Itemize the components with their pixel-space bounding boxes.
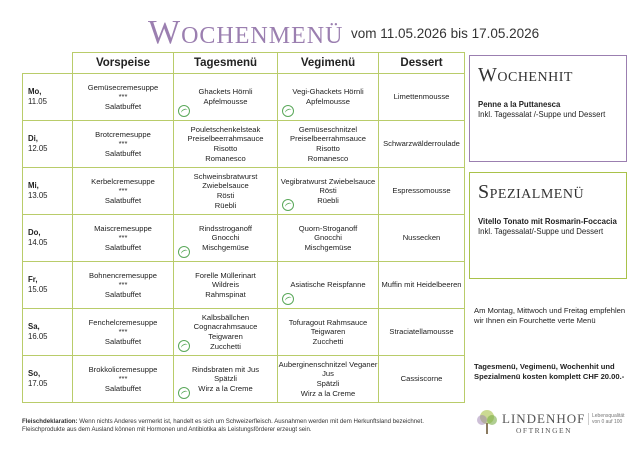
- menu-line: Gnocchi: [211, 233, 240, 243]
- leaf-badge-icon: [282, 105, 294, 117]
- menu-line: Forelle Müllerinart: [195, 270, 256, 280]
- menu-cell-tagesmenu: [174, 121, 278, 168]
- day-row: [23, 121, 465, 168]
- day-date: 11.05: [28, 97, 47, 106]
- menu-cell-dessert: [379, 309, 465, 356]
- menu-line: Salatbuffet: [104, 336, 142, 346]
- menu-line: Pouletschenkelsteak: [190, 124, 261, 134]
- menu-line: ***: [118, 280, 128, 290]
- menu-line: Rindsbraten mit Jus: [191, 364, 260, 374]
- page-title: Wochenmenü: [148, 14, 344, 51]
- menu-cell-tagesmenu: [174, 262, 278, 309]
- menu-line: Rösti: [319, 186, 337, 196]
- menu-line: Ghackets Hörnli: [198, 87, 253, 97]
- menu-line: Schwarzwälderroulade: [383, 139, 460, 149]
- leaf-badge-icon: [178, 246, 190, 258]
- day-name: Sa,: [28, 322, 40, 331]
- menu-line: Preiselbeerrahmsauce: [290, 134, 366, 144]
- menu-line: Gemüsecremesuppe: [87, 82, 159, 92]
- menu-line: ***: [118, 327, 128, 337]
- menu-line: Mischgemüse: [202, 242, 249, 252]
- logo-tagline: Lebensqualität von 0 auf 100: [588, 413, 632, 425]
- menu-line: ***: [118, 233, 128, 243]
- menu-line: Jus: [322, 369, 334, 379]
- menu-cell-tagesmenu: [174, 356, 278, 403]
- wochenhit-dish: Penne a la Puttanesca: [478, 100, 561, 109]
- menu-line: Apfelmousse: [203, 97, 248, 106]
- spezialmenu-title: Spezialmenü: [478, 181, 585, 203]
- meat-declaration-label: Fleischdeklaration:: [22, 418, 78, 425]
- menu-line: Preiselbeerrahmsauce: [187, 134, 264, 144]
- day-row: [23, 356, 465, 403]
- menu-line: Espressomousse: [392, 186, 451, 196]
- menu-line: Asiatische Reispfanne: [290, 280, 366, 290]
- menu-line: Zwiebelsauce: [202, 181, 249, 191]
- menu-cell-vorspeise: [73, 74, 174, 121]
- column-header-vorspeise: Vorspeise: [73, 53, 174, 74]
- menu-line: Tofuragout Rahmsauce: [288, 317, 368, 327]
- menu-line: Rösti: [216, 191, 235, 200]
- menu-table: [22, 52, 465, 403]
- column-header-dessert: Dessert: [379, 53, 465, 74]
- menu-line: Fenchelcremesuppe: [88, 317, 158, 327]
- menu-cell-vegimenu: [278, 168, 379, 215]
- day-date: 16.05: [28, 332, 48, 341]
- menu-cell-vegimenu: [278, 356, 379, 403]
- menu-cell-dessert: [379, 262, 465, 309]
- logo-name: LINDENHOF: [502, 411, 586, 426]
- menu-cell-vegimenu: [278, 262, 379, 309]
- menu-line: ***: [118, 92, 128, 102]
- meat-declaration: [22, 418, 462, 434]
- menu-cell-vegimenu: [278, 309, 379, 356]
- day-row: [23, 262, 465, 309]
- menu-line: Teigwaren: [208, 332, 243, 341]
- day-date: 13.05: [28, 191, 48, 200]
- menu-line: Limettenmousse: [393, 92, 450, 102]
- menu-cell-vorspeise: [73, 309, 174, 356]
- column-header-vegimenu: Vegimenü: [278, 53, 379, 74]
- menu-line: Brokkolicremesuppe: [88, 364, 158, 374]
- day-date: 12.05: [28, 144, 48, 153]
- day-date: 15.05: [28, 285, 48, 294]
- menu-line: Gemüseschnitzel: [298, 124, 358, 134]
- menu-cell-dessert: [379, 121, 465, 168]
- tree-icon: [476, 409, 498, 435]
- menu-line: Wirz a la Creme: [198, 383, 253, 393]
- lindenhof-logo: [476, 409, 626, 439]
- fourchette-note: Am Montag, Mittwoch und Freitag empfehlen wir Ihnen ein Fourchette verte Menü: [474, 306, 626, 325]
- leaf-badge-icon: [178, 340, 190, 352]
- menu-line: Salatbuffet: [104, 383, 142, 393]
- wochenhit-note: Inkl. Tagessalat /-Suppe und Dessert: [478, 110, 606, 119]
- menu-line: Maiscremesuppe: [94, 223, 152, 233]
- menu-cell-tagesmenu: [174, 74, 278, 121]
- menu-cell-dessert: [379, 74, 465, 121]
- menu-line: Rüebli: [214, 200, 237, 210]
- menu-line: Nussecken: [402, 233, 441, 243]
- day-row: [23, 309, 465, 356]
- leaf-badge-icon: [282, 199, 294, 211]
- date-range: vom 11.05.2026 bis 17.05.2026: [351, 26, 540, 41]
- day-label: [23, 215, 73, 262]
- menu-line: Risotto: [316, 144, 340, 153]
- menu-cell-tagesmenu: [174, 309, 278, 356]
- menu-line: Zucchetti: [312, 336, 344, 346]
- day-name: Di,: [28, 134, 38, 143]
- menu-line: Romanesco: [205, 153, 246, 163]
- meat-declaration-text: Wenn nichts Anderes vermerkt ist, handelt es sich um Schweizerfleisch. Ausnahmen werden mit dem Herkunftsland bezeichnet. Fleischprodukte aus dem Ausland können mit Hormonen und Antibiotika als Leistungsförderer erzeugt sein.: [22, 418, 424, 433]
- wochenhit-title: Wochenhit: [478, 64, 573, 86]
- menu-line: Gnocchi: [314, 233, 342, 243]
- menu-line: Spätzli: [316, 379, 340, 388]
- menu-cell-vegimenu: [278, 215, 379, 262]
- menu-line: Teigwaren: [310, 327, 346, 337]
- leaf-badge-icon: [178, 105, 190, 117]
- menu-line: Mischgemüse: [304, 242, 352, 252]
- menu-line: Bohnencremesuppe: [89, 270, 157, 280]
- menu-cell-tagesmenu: [174, 168, 278, 215]
- day-label: [23, 262, 73, 309]
- day-label: [23, 121, 73, 168]
- day-label: [23, 168, 73, 215]
- menu-line: Vegibratwurst Zwiebelsauce: [280, 176, 376, 186]
- menu-line: Kerbelcremesuppe: [91, 176, 155, 186]
- menu-line: Muffin mit Heidelbeeren: [381, 280, 462, 290]
- menu-line: Salatbuffet: [104, 101, 142, 111]
- menu-line: Zucchetti: [210, 341, 241, 351]
- day-name: Mo,: [28, 87, 42, 96]
- menu-line: Wirz a la Creme: [300, 388, 356, 398]
- menu-line: Brotcremesuppe: [95, 129, 151, 139]
- menu-line: Cassiscorne: [400, 374, 443, 384]
- menu-cell-dessert: [379, 356, 465, 403]
- menu-line: Cognacrahmsauce: [193, 322, 258, 332]
- spezialmenu-box: [469, 172, 627, 279]
- spezialmenu-note: Inkl. Tagessalat/-Suppe und Dessert: [478, 227, 604, 236]
- day-label: [23, 74, 73, 121]
- price-note: Tagesmenü, Vegimenü, Wochenhit und Spezialmenü kosten komplett CHF 20.00.-: [474, 362, 625, 381]
- menu-line: Salatbuffet: [104, 289, 142, 299]
- day-name: Mi,: [28, 181, 39, 190]
- corner-cell: [23, 53, 73, 74]
- day-name: Fr,: [28, 275, 38, 284]
- menu-line: ***: [118, 374, 128, 384]
- menu-line: Rahmspinat: [205, 289, 246, 299]
- leaf-badge-icon: [178, 387, 190, 399]
- menu-line: Straciatellamousse: [389, 327, 454, 337]
- menu-cell-vorspeise: [73, 215, 174, 262]
- day-name: Do,: [28, 228, 41, 237]
- menu-line: Auberginenschnitzel Veganer: [278, 359, 378, 369]
- leaf-badge-icon: [282, 293, 294, 305]
- menu-line: Wildreis: [211, 280, 239, 290]
- menu-cell-vorspeise: [73, 121, 174, 168]
- menu-line: Risotto: [213, 144, 238, 153]
- menu-line: ***: [118, 186, 128, 196]
- menu-line: Romanesco: [307, 153, 349, 163]
- menu-line: Rüebli: [317, 195, 339, 205]
- day-row: [23, 74, 465, 121]
- column-header-tagesmenu: Tagesmenü: [174, 53, 278, 74]
- menu-cell-dessert: [379, 215, 465, 262]
- menu-cell-vorspeise: [73, 168, 174, 215]
- menu-line: Vegi-Ghackets Hörnli: [292, 87, 364, 97]
- menu-line: Salatbuffet: [104, 148, 142, 158]
- menu-line: Schweinsbratwurst: [193, 171, 258, 181]
- menu-line: Rindsstroganoff: [198, 223, 253, 233]
- day-name: So,: [28, 369, 41, 378]
- menu-line: Spätzli: [214, 374, 237, 384]
- wochenhit-box: [469, 55, 627, 162]
- menu-cell-tagesmenu: [174, 215, 278, 262]
- day-date: 17.05: [28, 379, 48, 388]
- menu-cell-dessert: [379, 168, 465, 215]
- day-label: [23, 356, 73, 403]
- day-row: [23, 168, 465, 215]
- spezialmenu-dish: Vitello Tonato mit Rosmarin-Foccacia: [478, 217, 617, 226]
- menu-cell-vorspeise: [73, 262, 174, 309]
- day-date: 14.05: [28, 238, 48, 247]
- day-row: [23, 215, 465, 262]
- menu-line: Kalbsbällchen: [201, 312, 250, 322]
- logo-town: OFTRINGEN: [516, 426, 572, 435]
- menu-cell-vegimenu: [278, 121, 379, 168]
- day-label: [23, 309, 73, 356]
- menu-line: Salatbuffet: [104, 195, 142, 205]
- menu-line: Salatbuffet: [104, 242, 142, 252]
- header-row: [23, 53, 465, 74]
- menu-cell-vegimenu: [278, 74, 379, 121]
- menu-line: ***: [118, 139, 128, 149]
- menu-line: Quorn-Stroganoff: [298, 223, 358, 233]
- menu-line: Apfelmousse: [306, 97, 350, 106]
- menu-cell-vorspeise: [73, 356, 174, 403]
